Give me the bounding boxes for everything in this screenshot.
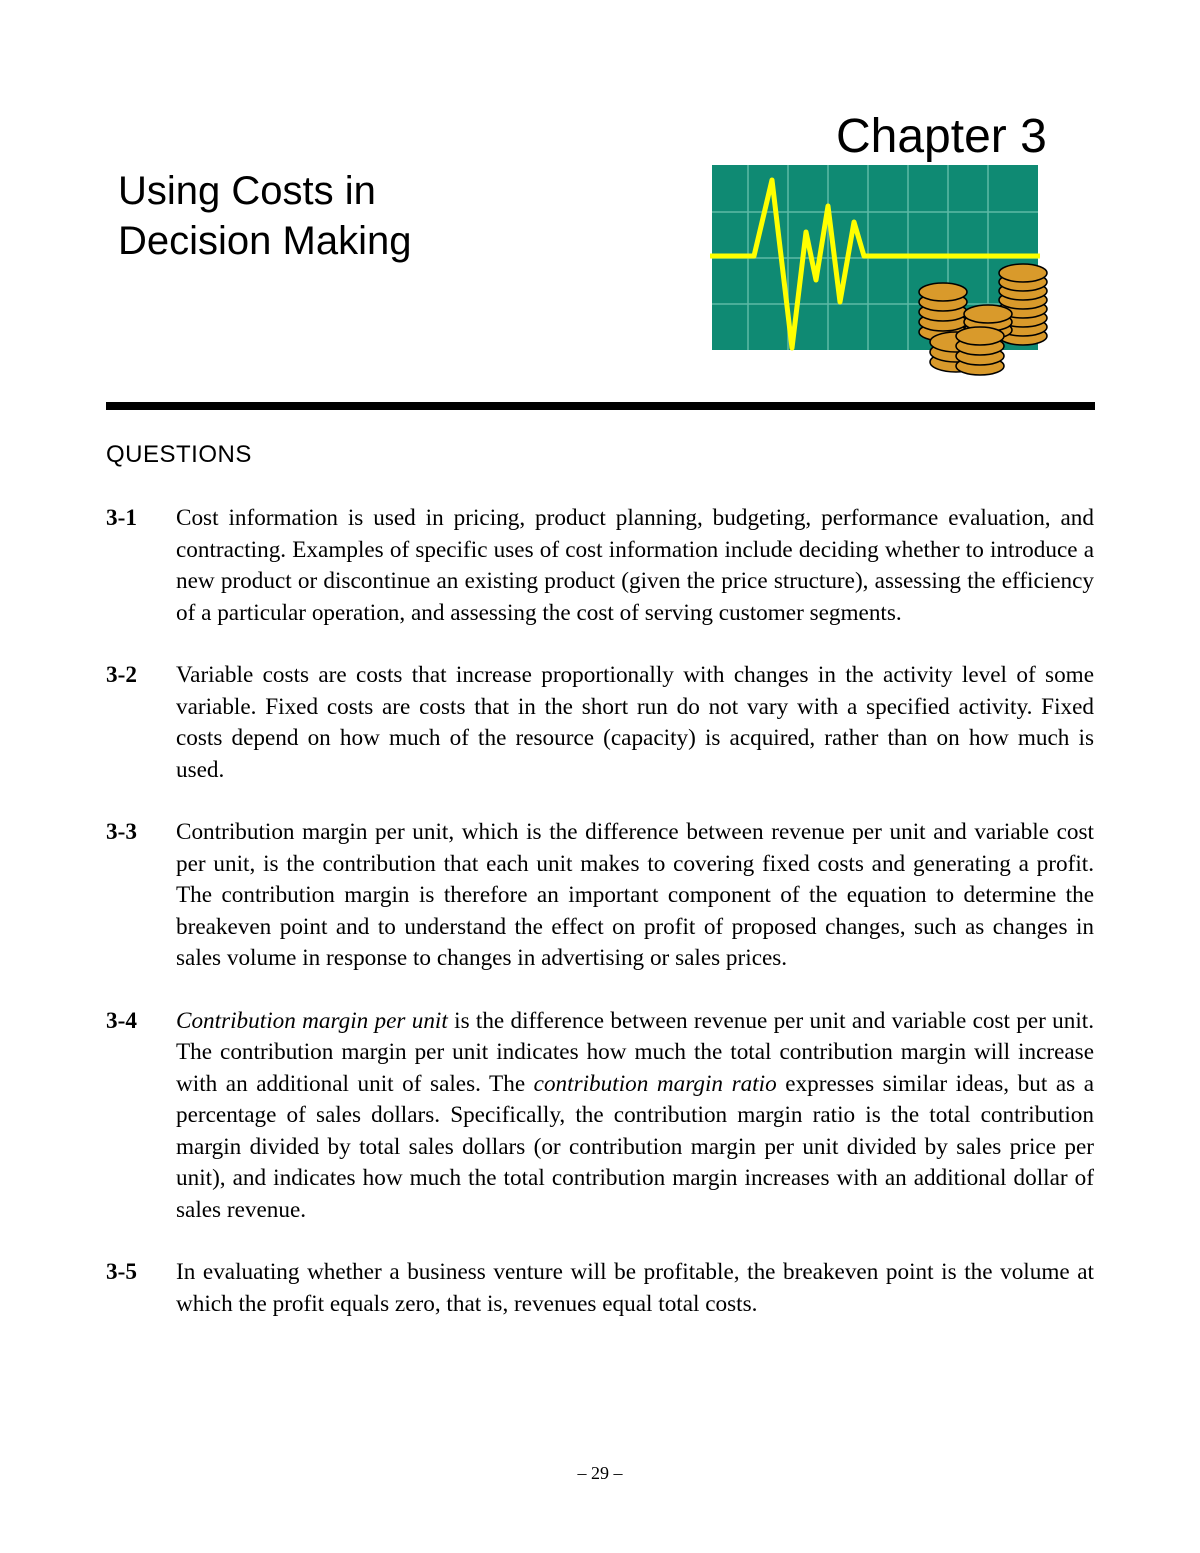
question-text-segment: Variable costs are costs that increase proportionally with changes in the activity level of some variable. Fixed costs are costs that in the short run do not vary with a specified activity. Fixed costs depend on how much of the resource (capacity) is acquired, rather than on how much is used. <box>176 662 1094 783</box>
question-text <box>176 1006 1094 1227</box>
question-item <box>106 660 1094 786</box>
coin-stack-front <box>930 327 1004 375</box>
question-text-segment: In evaluating whether a business venture will be profitable, the breakeven point is the volume at which the profit equals zero, that is, revenues equal total costs. <box>176 1259 1094 1317</box>
question-term: contribution margin ratio <box>533 1070 777 1097</box>
question-number: 3-5 <box>106 1259 137 1285</box>
chapter-title <box>118 166 411 266</box>
question-number: 3-2 <box>106 662 137 688</box>
chapter-title-line-1: Using Costs in <box>118 169 376 213</box>
question-item <box>106 1006 1094 1227</box>
question-number: 3-4 <box>106 1007 137 1034</box>
question-text-segment: Cost information is used in pricing, product planning, budgeting, performance evaluation, and contracting. Examples of specific uses of cost information include deciding whether to introduce a new product or discontinue an existing product (given the price structure), assessing the efficiency of a particular operation, and assessing the cost of serving customer segments. <box>176 505 1094 626</box>
question-text <box>176 1257 1094 1320</box>
question-item <box>106 817 1094 975</box>
chapter-title-line-2: Decision Making <box>118 219 412 263</box>
question-text-segment: is the difference between revenue per unit and variable cost per unit. The contribution margin per unit indicates how much the total contribution margin will increase with an additional unit of sales. The <box>176 1007 1094 1097</box>
question-text-segment: expresses similar ideas, but as a percentage of sales dollars. Specifically, the contribution margin ratio is the total contribution margin divided by total sales dollars (or contribution margin per unit divided by sales price per unit), and indicates how much the total contribution margin increases with an additional dollar of sales revenue. <box>176 1070 1095 1223</box>
chapter-label: Chapter 3 <box>836 110 1047 163</box>
question-text <box>176 503 1094 629</box>
question-text <box>176 817 1094 975</box>
questions-list <box>106 503 1094 1351</box>
heartbeat-coins-illustration <box>708 162 1058 382</box>
questions-heading: QUESTIONS <box>106 441 252 468</box>
question-text-segment: Contribution margin per unit, which is the difference between revenue per unit and variable cost per unit, is the contribution that each unit makes to covering fixed costs and generating a profit. The contribution margin is therefore an important component of the equation to determine the breakeven point and to understand the effect on profit of proposed changes, such as changes in sales volume in response to changes in advertising or sales prices. <box>176 819 1094 971</box>
page-number: – 29 – <box>577 1463 623 1483</box>
question-text <box>176 660 1094 786</box>
question-term: Contribution margin per unit <box>176 1007 448 1034</box>
section-divider <box>106 402 1095 410</box>
question-number: 3-3 <box>106 819 137 845</box>
question-number: 3-1 <box>106 505 137 531</box>
question-item <box>106 503 1094 629</box>
question-item <box>106 1257 1094 1320</box>
